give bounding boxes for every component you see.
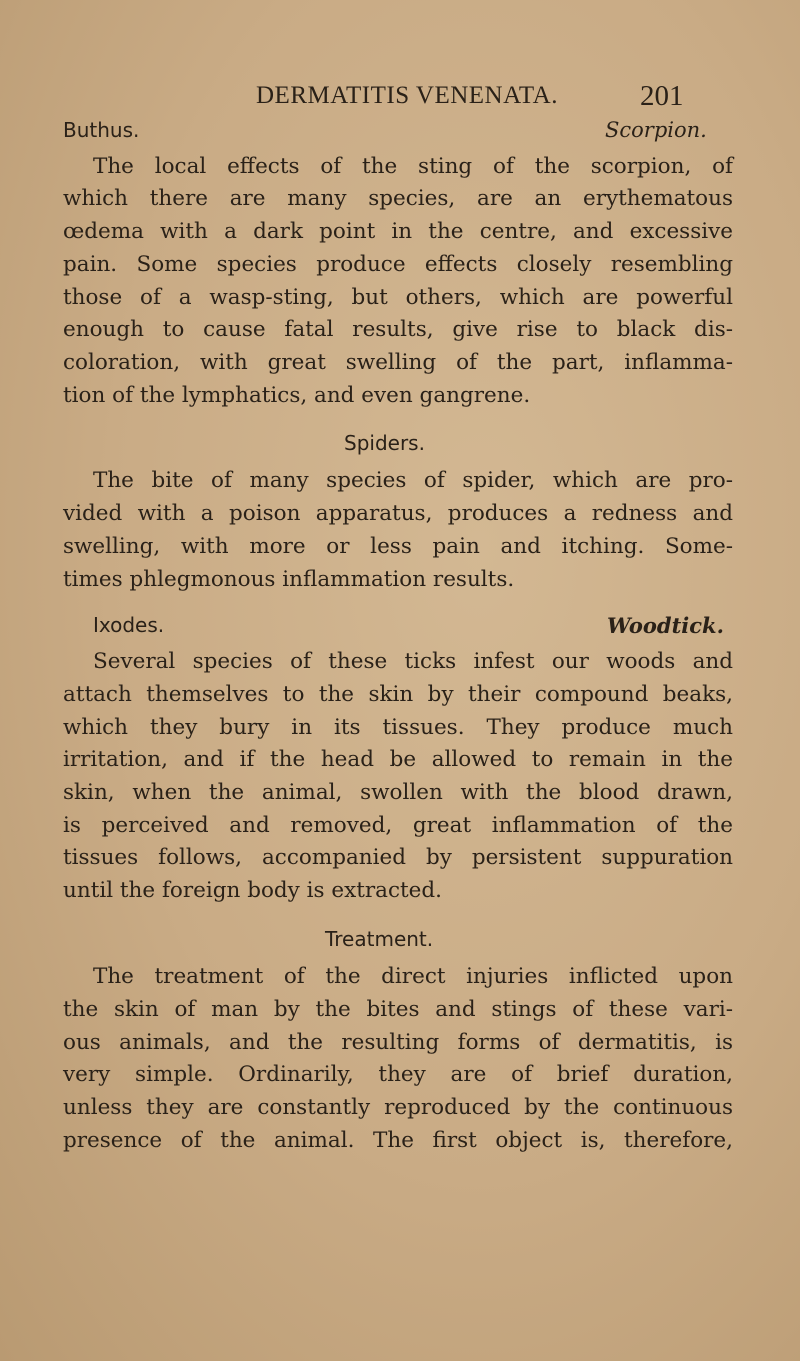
paragraph-line: The treatment of the direct injuries inflicted upon [93,964,733,989]
paragraph-line: irritation, and if the head be allowed to remain in the [63,747,733,772]
paragraph-line: The bite of many species of spider, which are pro- [93,468,733,493]
paragraph-line: Several species of these ticks infest our woods and [93,649,733,674]
scorpion-latin-heading: Buthus. [63,118,140,142]
paragraph-line: which they bury in its tissues. They produce much [63,715,733,740]
paragraph-line: is perceived and removed, great inflammation of the [63,813,733,838]
paragraph-line: times phlegmonous inflammation results. [63,567,515,592]
paragraph-line: skin, when the animal, swollen with the blood drawn, [63,780,733,805]
paragraph-line: pain. Some species produce effects closely resembling [63,252,733,277]
page-number: 201 [640,80,684,112]
spiders-heading: Spiders. [344,431,425,455]
treatment-heading: Treatment. [325,927,434,951]
paragraph-line: until the foreign body is extracted. [63,878,442,903]
paragraph-line: unless they are constantly reproduced by the continuous [63,1095,733,1120]
paragraph-line: œdema with a dark point in the centre, and excessive [63,219,733,244]
paragraph-line: attach themselves to the skin by their compound beaks, [63,682,733,707]
running-title: DERMATITIS VENENATA. [256,82,558,109]
paragraph-line: ous animals, and the resulting forms of dermatitis, is [63,1030,733,1055]
paragraph-line: vided with a poison apparatus, produces a redness and [63,501,733,526]
paragraph-line: enough to cause fatal results, give rise to black dis- [63,317,733,342]
paragraph-line: which there are many species, are an erythematous [63,186,733,211]
paragraph-line: coloration, with great swelling of the part, inflamma- [63,350,733,375]
paragraph-line: tion of the lymphatics, and even gangrene. [63,383,531,408]
paragraph-line: very simple. Ordinarily, they are of brief duration, [63,1062,733,1087]
ixodes-common-heading: Woodtick. [607,613,724,638]
paragraph-line: the skin of man by the bites and stings of these vari- [63,997,733,1022]
paragraph-line: The local effects of the sting of the scorpion, of [93,154,733,179]
paragraph-line: tissues follows, accompanied by persistent suppuration [63,845,733,870]
paragraph-line: presence of the animal. The first object is, therefore, [63,1128,733,1153]
paragraph-line: swelling, with more or less pain and itching. Some- [63,534,733,559]
ixodes-latin-heading: Ixodes. [93,613,165,637]
scorpion-common-heading: Scorpion. [605,118,707,142]
paragraph-line: those of a wasp-sting, but others, which are powerful [63,285,733,310]
